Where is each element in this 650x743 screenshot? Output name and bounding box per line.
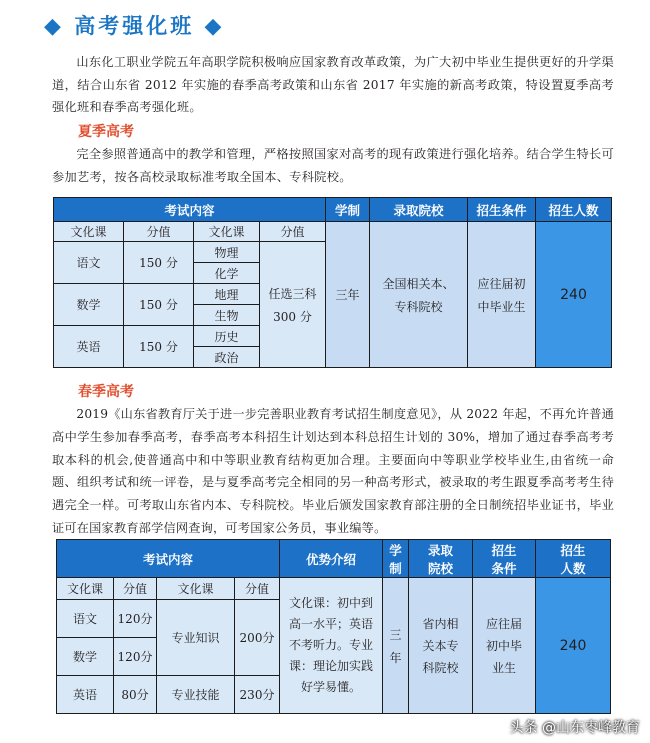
spring-subheader-score-1: 分值: [114, 578, 157, 600]
spring-admission-line-1: 省内相: [422, 616, 459, 631]
spring-system-1: 三: [389, 627, 402, 642]
spring-subject-english: 英语: [57, 676, 114, 714]
watermark: 头条 @山东枣峰教育: [509, 720, 640, 736]
summer-header-exam: 考试内容: [54, 198, 326, 222]
summer-elective-score: [260, 242, 326, 368]
summer-elective-chemistry: 化学: [194, 263, 260, 284]
summer-header-quota: 招生人数: [536, 198, 612, 222]
summer-condition: [468, 222, 536, 368]
page-title: [44, 10, 224, 40]
summer-elective-score-line-2: 300 分: [273, 309, 312, 324]
spring-condition-line-2: 初中毕: [486, 638, 523, 653]
spring-subheader-score-2: 分值: [235, 578, 280, 600]
spring-header-admission-2: 院校: [428, 560, 454, 576]
summer-description: 完全参照普通高中的教学和管理，严格按照国家对高考的现有政策进行强化培养。结合学生特长可参加艺考，按各高校录取标准考取全国本、专科院校。: [52, 147, 614, 184]
spring-admission-line-2: 关本专: [422, 638, 459, 653]
summer-admission-line-2: 专科院校: [394, 299, 443, 314]
spring-subheader-culture-1: 文化课: [57, 578, 114, 600]
summer-score-math: 150 分: [124, 284, 194, 326]
spring-header-system: [383, 540, 409, 578]
page-title-text: 高考强化班: [74, 14, 195, 38]
spring-advantage-line-1: 文化课：初中到: [289, 596, 374, 610]
spring-pro-knowledge-score: 200分: [235, 600, 280, 676]
spring-condition-line-3: 业生: [492, 660, 517, 675]
summer-elective-politics: 政治: [194, 347, 260, 368]
summer-condition-line-2: 中毕业生: [477, 299, 526, 314]
summer-score-english: 150 分: [124, 326, 194, 368]
spring-header-admission: [409, 540, 473, 578]
summer-elective-biology: 生物: [194, 305, 260, 326]
spring-quota: 240: [536, 578, 611, 714]
summer-condition-line-1: 应往届初: [477, 276, 526, 291]
summer-elective-score-line-1: 任选三科: [268, 286, 317, 301]
spring-admission: [409, 578, 473, 714]
title-bullet-left: ◆: [44, 14, 64, 39]
summer-elective-physics: 物理: [194, 242, 260, 263]
spring-condition-line-1: 应往届: [486, 616, 523, 631]
spring-subheader-culture-2: 文化课: [157, 578, 235, 600]
spring-score-chinese: 120分: [114, 600, 157, 638]
spring-description: 2019《山东省教育厅关于进一步完善职业教育考试招生制度意见》，从 2022 年起，不再允许普通高中学生参加春季高考，春季高考本科招生计划达到本科总招生计划的 30%，增加了通过春季高考考取本科的机会,使普通高中和中等职业教育结构更加合理。主要面向中等职业学校毕业生,由省统一命题、组织考试和统一评卷，是与夏季高考完全相同的另一种高考形式，被录取的考生跟夏季高考考生待遇完全一样。可考取山东省内本、专科院校。毕业后颁发国家教育部注册的全日制统招毕业证书，毕业证可在国家教育部学信网查询，可考国家公务员，事业编等。: [52, 407, 614, 535]
spring-pro-skill-score: 230分: [235, 676, 280, 714]
spring-advantage-line-5: 好学易懂。: [301, 680, 362, 694]
spring-score-english: 80分: [114, 676, 157, 714]
intro-paragraph: 山东化工职业学院五年高职学院积极响应国家教育改革政策，为广大初中毕业生提供更好的升学渠道，结合山东省 2012 年实施的春季高考政策和山东省 2017 年实施的新高考政策，特设置夏季高考强化班和春季高考强化班。: [52, 55, 614, 115]
spring-admission-line-3: 科院校: [422, 660, 459, 675]
summer-subheader-culture-1: 文化课: [54, 222, 124, 242]
title-bullet-right: ◆: [204, 14, 225, 39]
spring-advantage-line-4: 课：理论加实践: [289, 659, 374, 673]
spring-header-admission-1: 录取: [428, 542, 454, 558]
spring-condition: [473, 578, 536, 714]
summer-subject-math: 数学: [54, 284, 124, 326]
spring-system-2: 年: [389, 650, 402, 665]
spring-header-advantage: 优势介绍: [280, 540, 383, 578]
spring-pro-skill: 专业技能: [157, 676, 235, 714]
spring-header-system-2: 制: [389, 560, 402, 576]
spring-advantage-line-2: 高一水平；英语: [289, 617, 374, 631]
spring-header-quota-2: 人数: [560, 560, 586, 576]
spring-system: [383, 578, 409, 714]
summer-quota: 240: [536, 222, 612, 368]
spring-pro-knowledge: 专业知识: [157, 600, 235, 676]
spring-score-math: 120分: [114, 638, 157, 676]
spring-header-condition: [473, 540, 536, 578]
summer-subject-english: 英语: [54, 326, 124, 368]
spring-advantage-line-3: 不考听力。专业: [289, 638, 374, 652]
spring-header-quota: [536, 540, 611, 578]
spring-header-quota-1: 招生: [560, 542, 586, 558]
summer-admission: [370, 222, 468, 368]
summer-subheader-score-1: 分值: [124, 222, 194, 242]
summer-admission-line-1: 全国相关本、: [382, 276, 455, 291]
summer-system: 三年: [326, 222, 370, 368]
spring-advantage: [280, 578, 383, 714]
summer-table: [53, 197, 612, 368]
spring-header-exam: 考试内容: [57, 540, 280, 578]
spring-header-condition-2: 条件: [491, 560, 517, 576]
spring-subject-math: 数学: [57, 638, 114, 676]
summer-subject-chinese: 语文: [54, 242, 124, 284]
summer-subheader-culture-2: 文化课: [194, 222, 260, 242]
summer-header-system: 学制: [326, 198, 370, 222]
summer-score-chinese: 150 分: [124, 242, 194, 284]
spring-heading: 春季高考: [78, 384, 134, 400]
spring-table: [56, 539, 611, 714]
summer-header-condition: 招生条件: [468, 198, 536, 222]
summer-elective-geography: 地理: [194, 284, 260, 305]
summer-elective-history: 历史: [194, 326, 260, 347]
summer-heading: 夏季高考: [78, 124, 134, 140]
spring-subject-chinese: 语文: [57, 600, 114, 638]
summer-subheader-score-2: 分值: [260, 222, 326, 242]
spring-header-system-1: 学: [389, 542, 402, 558]
spring-header-condition-1: 招生: [491, 542, 517, 558]
summer-header-admission: 录取院校: [370, 198, 468, 222]
